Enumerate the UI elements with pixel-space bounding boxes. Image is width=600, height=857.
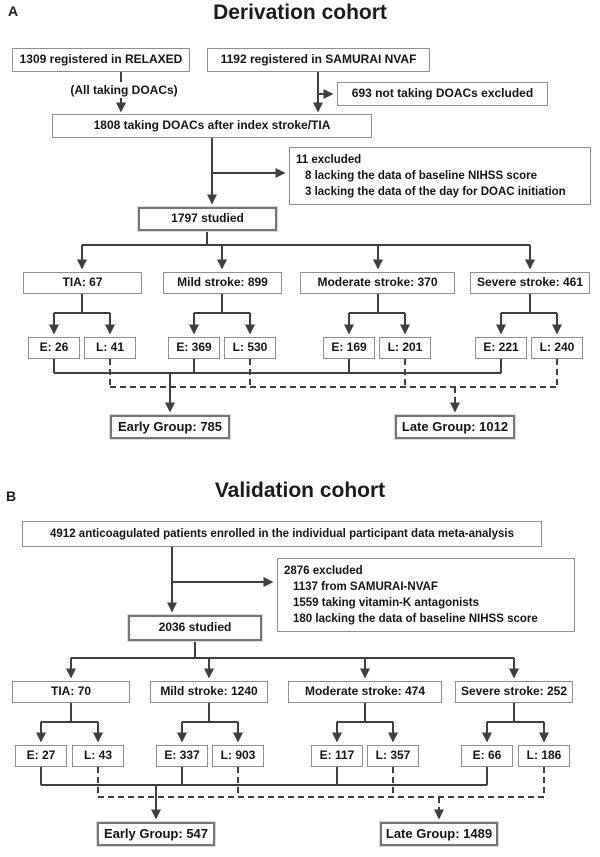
box-late-severe-a: L: 240 [531,337,583,359]
box-category-severe-a: Severe stroke: 461 [470,272,590,294]
box-category-moderate-b: Moderate stroke: 474 [288,681,442,703]
box-category-severe-b: Severe stroke: 252 [455,681,573,703]
box-early-tia-b: E: 27 [15,745,67,767]
box-early-severe-b: E: 66 [461,745,513,767]
box-early-group-a: Early Group: 785 [110,415,230,439]
box-late-severe-b: L: 186 [518,745,570,767]
box-category-mild-a: Mild stroke: 899 [163,272,282,294]
box-early-moderate-b: E: 117 [311,745,363,767]
box-category-tia-a: TIA: 67 [23,272,142,294]
box-category-mild-b: Mild stroke: 1240 [150,681,268,703]
box-late-mild-a: L: 530 [224,337,276,359]
panel-b-title: Validation cohort [214,479,386,502]
note-all-taking-doacs: (All taking DOACs) [55,82,193,98]
box-late-tia-b: L: 43 [72,745,124,767]
box-not-taking-doacs-excluded: 693 not taking DOACs excluded [337,82,548,106]
box-early-tia-a: E: 26 [28,337,80,359]
box-excluded-details-a [289,147,591,205]
panel-a-label: A [8,3,19,19]
box-early-group-b: Early Group: 547 [97,822,215,846]
box-early-moderate-a: E: 169 [323,337,375,359]
box-late-tia-a: L: 41 [84,337,136,359]
box-late-mild-b: L: 903 [212,745,264,767]
box-registered-relaxed: 1309 registered in RELAXED [12,48,190,72]
box-late-group-a: Late Group: 1012 [395,415,515,439]
excluded-line: 180 lacking the data of baseline NIHSS score [293,613,538,626]
panel-b-label: B [6,488,17,504]
excluded-line: 1559 taking vitamin-K antagonists [293,597,479,609]
excluded-line: 3 lacking the data of the day for DOAC initiation [305,186,566,199]
box-category-moderate-a: Moderate stroke: 370 [300,272,455,294]
box-late-moderate-b: L: 357 [367,745,419,767]
box-late-group-b: Late Group: 1489 [380,822,498,846]
box-studied-a: 1797 studied [138,207,277,231]
box-early-mild-b: E: 337 [156,745,208,767]
box-taking-doacs-pooled: 1808 taking DOACs after index stroke/TIA [52,114,372,138]
panel-a-title: Derivation cohort [213,1,387,24]
excluded-line: 1137 from SAMURAI-NVAF [293,580,438,593]
box-registered-samurai: 1192 registered in SAMURAI NVAF [207,48,430,72]
box-early-severe-a: E: 221 [475,337,527,359]
excluded-line: 8 lacking the data of baseline NIHSS score [305,169,537,182]
box-early-mild-a: E: 369 [168,337,220,359]
box-studied-b: 2036 studied [128,615,262,641]
excluded-line: 2876 excluded [284,564,363,577]
box-enrolled-b: 4912 anticoagulated patients enrolled in the individual participant data meta-analysis [22,521,542,547]
box-excluded-details-b [277,558,575,632]
excluded-line: 11 excluded [296,153,362,166]
box-late-moderate-a: L: 201 [379,337,431,359]
box-category-tia-b: TIA: 70 [12,681,130,703]
